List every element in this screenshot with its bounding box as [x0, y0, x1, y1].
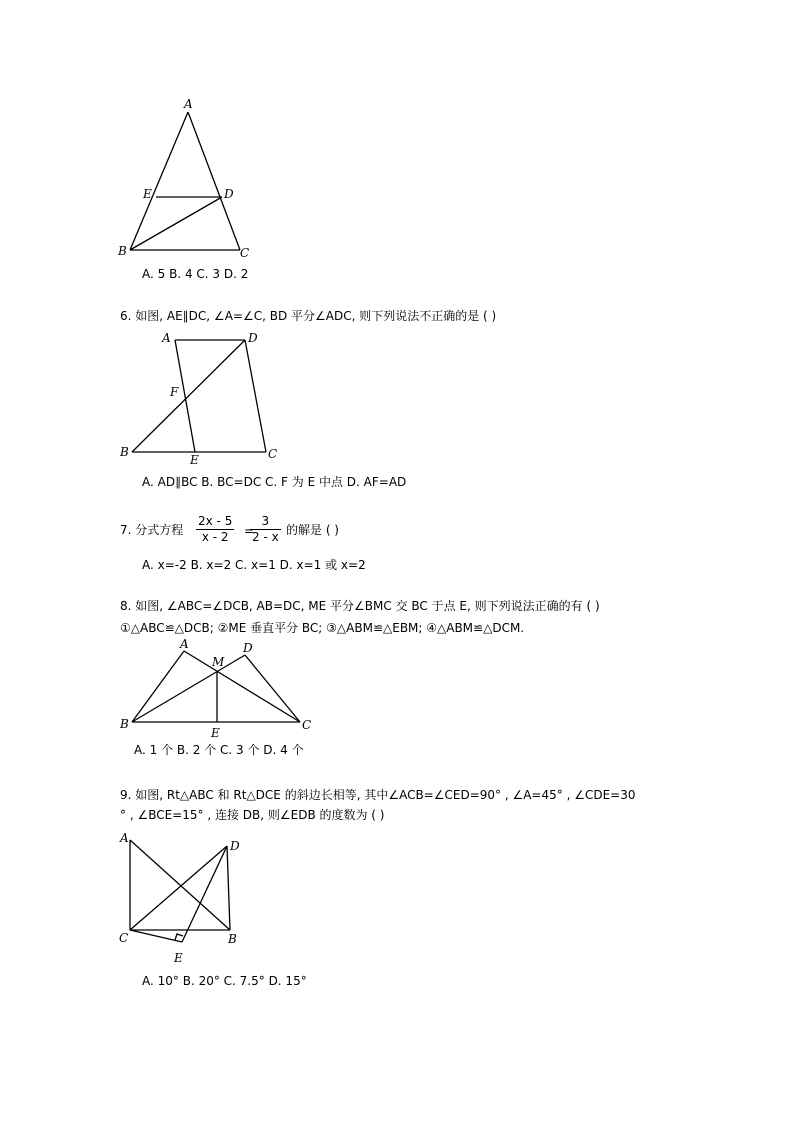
q7-frac1-numerator: 2x - 5 — [198, 514, 233, 528]
q8-label-m: M — [212, 655, 225, 669]
q8-label-c: C — [302, 718, 312, 732]
q5-label-c: C — [240, 246, 250, 260]
q8-triangles-figure — [110, 636, 320, 744]
q7-equals: = — [244, 524, 255, 538]
q5-options: A. 5 B. 4 C. 3 D. 2 — [142, 267, 249, 281]
q6-quadrilateral-figure — [110, 328, 290, 468]
q6-label-a: A — [162, 331, 171, 345]
q7-stem-prefix: 7. 分式方程 — [120, 523, 184, 537]
q6-stem: 6. 如图, AE∥DC, ∠A=∠C, BD 平分∠ADC, 则下列说法不正确的是 ( ) — [120, 309, 497, 323]
q6-label-d: D — [248, 331, 258, 345]
q7-options: A. x=-2 B. x=2 C. x=1 D. x=1 或 x=2 — [142, 558, 366, 572]
q9-label-e: E — [174, 951, 183, 965]
q9-label-d: D — [230, 839, 240, 853]
q5-label-d: D — [224, 187, 234, 201]
q5-label-b: B — [118, 244, 127, 258]
q7-stem-suffix: 的解是 ( ) — [286, 523, 339, 537]
q8-options: A. 1 个 B. 2 个 C. 3 个 D. 4 个 — [134, 743, 304, 757]
q9-label-c: C — [119, 931, 129, 945]
q8-label-d: D — [243, 641, 253, 655]
q8-label-b: B — [120, 717, 129, 731]
q6-options: A. AD∥BC B. BC=DC C. F 为 E 中点 D. AF=AD — [142, 475, 407, 489]
q8-stem: 8. 如图, ∠ABC=∠DCB, AB=DC, ME 平分∠BMC 交 BC 于点 E, 则下列说法正确的有 ( ) — [120, 599, 600, 613]
q6-label-f: F — [170, 385, 179, 399]
q9-right-triangles-figure — [110, 826, 260, 971]
q6-label-c: C — [268, 447, 278, 461]
q9-label-a: A — [120, 831, 129, 845]
q6-label-e: E — [190, 453, 199, 467]
q9-options: A. 10° B. 20° C. 7.5° D. 15° — [142, 974, 307, 988]
q6-label-b: B — [120, 445, 129, 459]
q7-fraction-left — [196, 514, 234, 545]
q9-stem: 9. 如图, Rt△ABC 和 Rt△DCE 的斜边长相等, 其中∠ACB=∠CED=90° , ∠A=45° , ∠CDE=30 — [120, 788, 636, 802]
q8-label-a: A — [180, 637, 189, 651]
q8-label-e: E — [211, 726, 220, 740]
q5-label-e: E — [143, 187, 152, 201]
q5-label-a: A — [184, 97, 193, 111]
q7-frac2-denominator: 2 - x — [252, 530, 279, 544]
q9-stem-line2: ° , ∠BCE=15° , 连接 DB, 则∠EDB 的度数为 ( ) — [120, 808, 385, 822]
q7-fraction-right — [250, 514, 281, 545]
q9-label-b: B — [228, 932, 237, 946]
q5-triangle-figure — [110, 95, 260, 265]
q7-frac2-numerator: 3 — [250, 514, 281, 530]
q7-frac1-denominator: x - 2 — [201, 530, 229, 544]
q8-stem-line2: ①△ABC≌△DCB; ②ME 垂直平分 BC; ③△ABM≌△EBM; ④△ABM≌△DCM. — [120, 621, 525, 635]
